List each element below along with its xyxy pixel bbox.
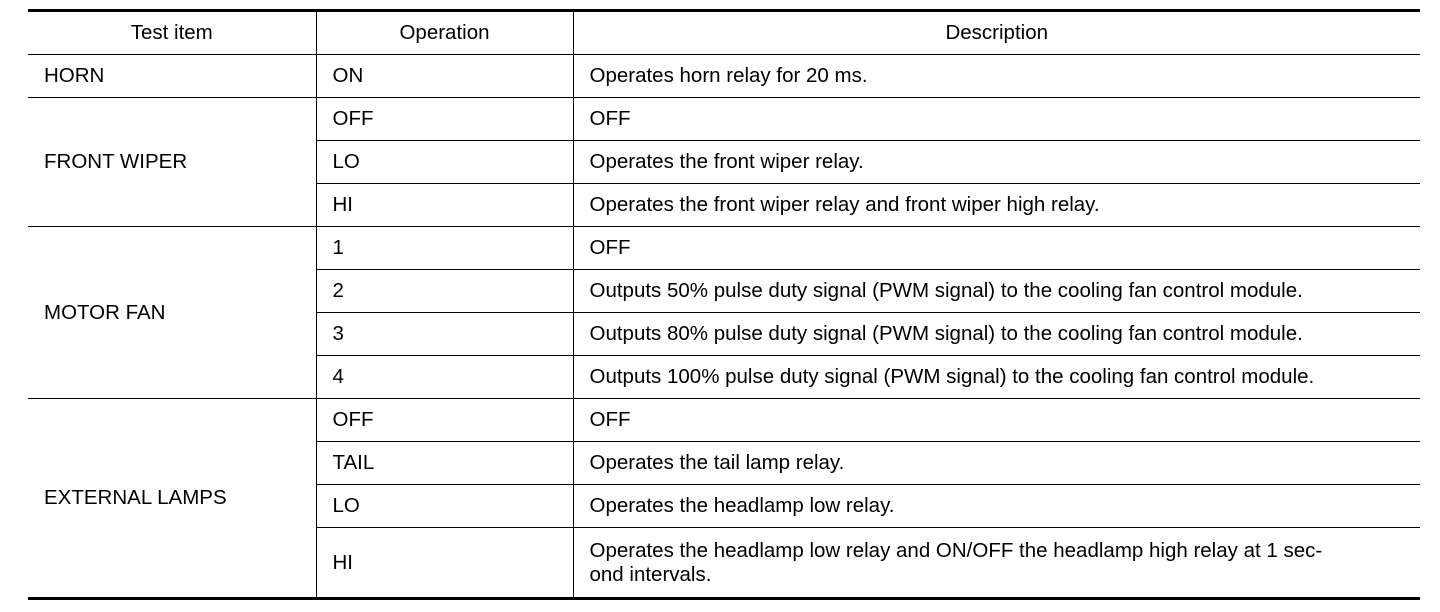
description-cell: OFF <box>573 98 1420 141</box>
description-cell: Operates the tail lamp relay. <box>573 442 1420 485</box>
description-cell: Outputs 80% pulse duty signal (PWM signal) to the cooling fan control module. <box>573 313 1420 356</box>
operation-cell: 1 <box>316 227 573 270</box>
table-row <box>28 399 1420 442</box>
description-cell: OFF <box>573 227 1420 270</box>
description-cell: Operates the front wiper relay and front wiper high relay. <box>573 184 1420 227</box>
operation-cell: OFF <box>316 399 573 442</box>
operation-cell: ON <box>316 55 573 98</box>
test-item-external-lamps: EXTERNAL LAMPS <box>28 399 316 599</box>
operation-cell: OFF <box>316 98 573 141</box>
operation-cell: 3 <box>316 313 573 356</box>
header-description: Description <box>573 11 1420 55</box>
operation-cell: 4 <box>316 356 573 399</box>
description-cell: Operates the headlamp low relay. <box>573 485 1420 528</box>
test-item-front-wiper: FRONT WIPER <box>28 98 316 227</box>
operation-cell: HI <box>316 184 573 227</box>
description-cell: OFF <box>573 399 1420 442</box>
table-row <box>28 55 1420 98</box>
test-item-motor-fan: MOTOR FAN <box>28 227 316 399</box>
operation-cell: HI <box>316 528 573 599</box>
test-item-horn: HORN <box>28 55 316 98</box>
description-cell: Operates the front wiper relay. <box>573 141 1420 184</box>
header-test-item: Test item <box>28 11 316 55</box>
active-test-table <box>28 9 1420 600</box>
table-header-row <box>28 11 1420 55</box>
description-cell: Outputs 50% pulse duty signal (PWM signal) to the cooling fan control module. <box>573 270 1420 313</box>
description-cell: Operates the headlamp low relay and ON/OFF the headlamp high relay at 1 sec- ond intervals. <box>573 528 1420 599</box>
table-row <box>28 98 1420 141</box>
operation-cell: 2 <box>316 270 573 313</box>
operation-cell: LO <box>316 141 573 184</box>
operation-cell: TAIL <box>316 442 573 485</box>
operation-cell: LO <box>316 485 573 528</box>
description-cell: Outputs 100% pulse duty signal (PWM signal) to the cooling fan control module. <box>573 356 1420 399</box>
description-cell: Operates horn relay for 20 ms. <box>573 55 1420 98</box>
table-row <box>28 227 1420 270</box>
header-operation: Operation <box>316 11 573 55</box>
